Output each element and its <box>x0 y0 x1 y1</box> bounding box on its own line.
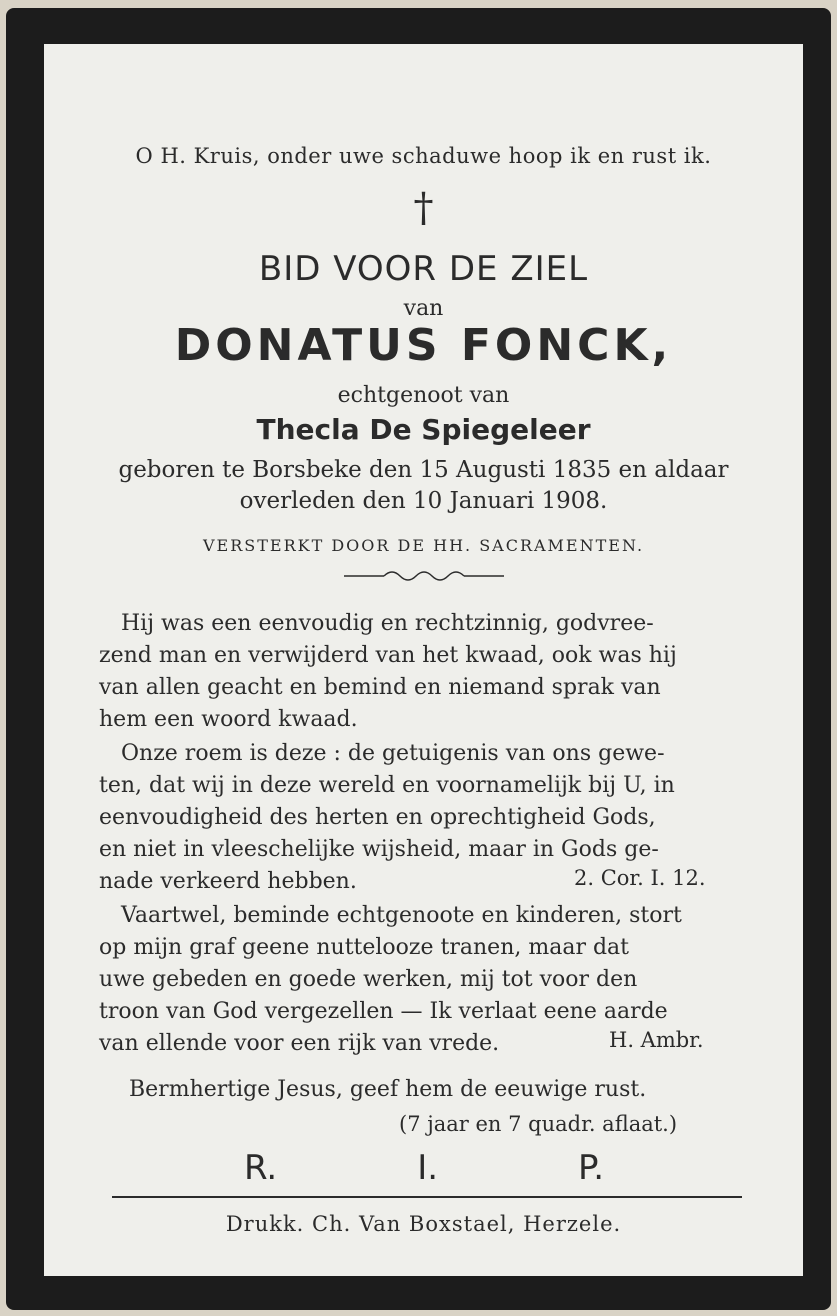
text-line: van allen geacht en bemind en niemand sprak van <box>99 675 661 700</box>
text-line: Hij was een eenvoudig en rechtzinnig, godvree- <box>121 611 654 636</box>
text-line: hem een woord kwaad. <box>99 707 358 732</box>
text-line: eenvoudigheid des herten en oprechtigheid Gods, <box>99 805 656 830</box>
sacraments-line: VERSTERKT DOOR DE HH. SACRAMENTEN. <box>202 536 645 555</box>
cross-icon: † <box>413 185 434 231</box>
rip-letter: R. <box>244 1148 278 1188</box>
text-line: Onze roem is deze : de getuigenis van ons gewe- <box>121 741 665 766</box>
text-line: van ellende voor een rijk van vrede. <box>99 1031 500 1056</box>
van-label: van <box>403 296 444 321</box>
indulgence-note: (7 jaar en 7 quadr. aflaat.) <box>399 1112 678 1136</box>
prayer-line: Bermhertige Jesus, geef hem de eeuwige rust. <box>129 1077 647 1102</box>
motto: O H. Kruis, onder uwe schaduwe hoop ik en rust ik. <box>135 144 712 168</box>
born-line: geboren te Borsbeke den 15 Augusti 1835 en aldaar <box>118 457 729 483</box>
rip-letters <box>244 1148 604 1188</box>
spouse-intro: echtgenoot van <box>337 383 510 408</box>
scripture-citation: 2. Cor. I. 12. <box>574 866 706 890</box>
text-line: nade verkeerd hebben. <box>99 869 357 894</box>
prayer <box>99 1074 749 1106</box>
rip-letter: P. <box>577 1148 604 1188</box>
deceased-name: DONATUS FONCK, <box>174 320 673 371</box>
heading: BID VOOR DE ZIEL <box>258 249 589 289</box>
text-line: Vaartwel, beminde echtgenoote en kinderen, stort <box>121 903 682 928</box>
card-face <box>44 44 803 1276</box>
text-line: uwe gebeden en goede werken, mij tot voor den <box>99 967 638 992</box>
text-line: en niet in vleeschelijke wijsheid, maar in Gods ge- <box>99 837 659 862</box>
spouse-name: Thecla De Spiegeleer <box>256 413 591 446</box>
text-line: ten, dat wij in deze wereld en voornamelijk bij U, in <box>99 773 675 798</box>
ornament-divider-icon <box>44 566 803 590</box>
text-line: troon van God vergezellen — Ik verlaat eene aarde <box>99 999 668 1024</box>
text-line: zend man en verwijderd van het kwaad, ook was hij <box>99 643 677 668</box>
text-line: op mijn graf geene nuttelooze tranen, maar dat <box>99 935 629 960</box>
printer-credit: Drukk. Ch. Van Boxstael, Herzele. <box>225 1212 622 1236</box>
rip-letter: I. <box>417 1148 439 1188</box>
farewell-citation: H. Ambr. <box>609 1028 704 1052</box>
paragraph-virtues <box>99 608 749 736</box>
died-line: overleden den 10 Januari 1908. <box>239 488 608 514</box>
divider-rule <box>112 1196 742 1198</box>
